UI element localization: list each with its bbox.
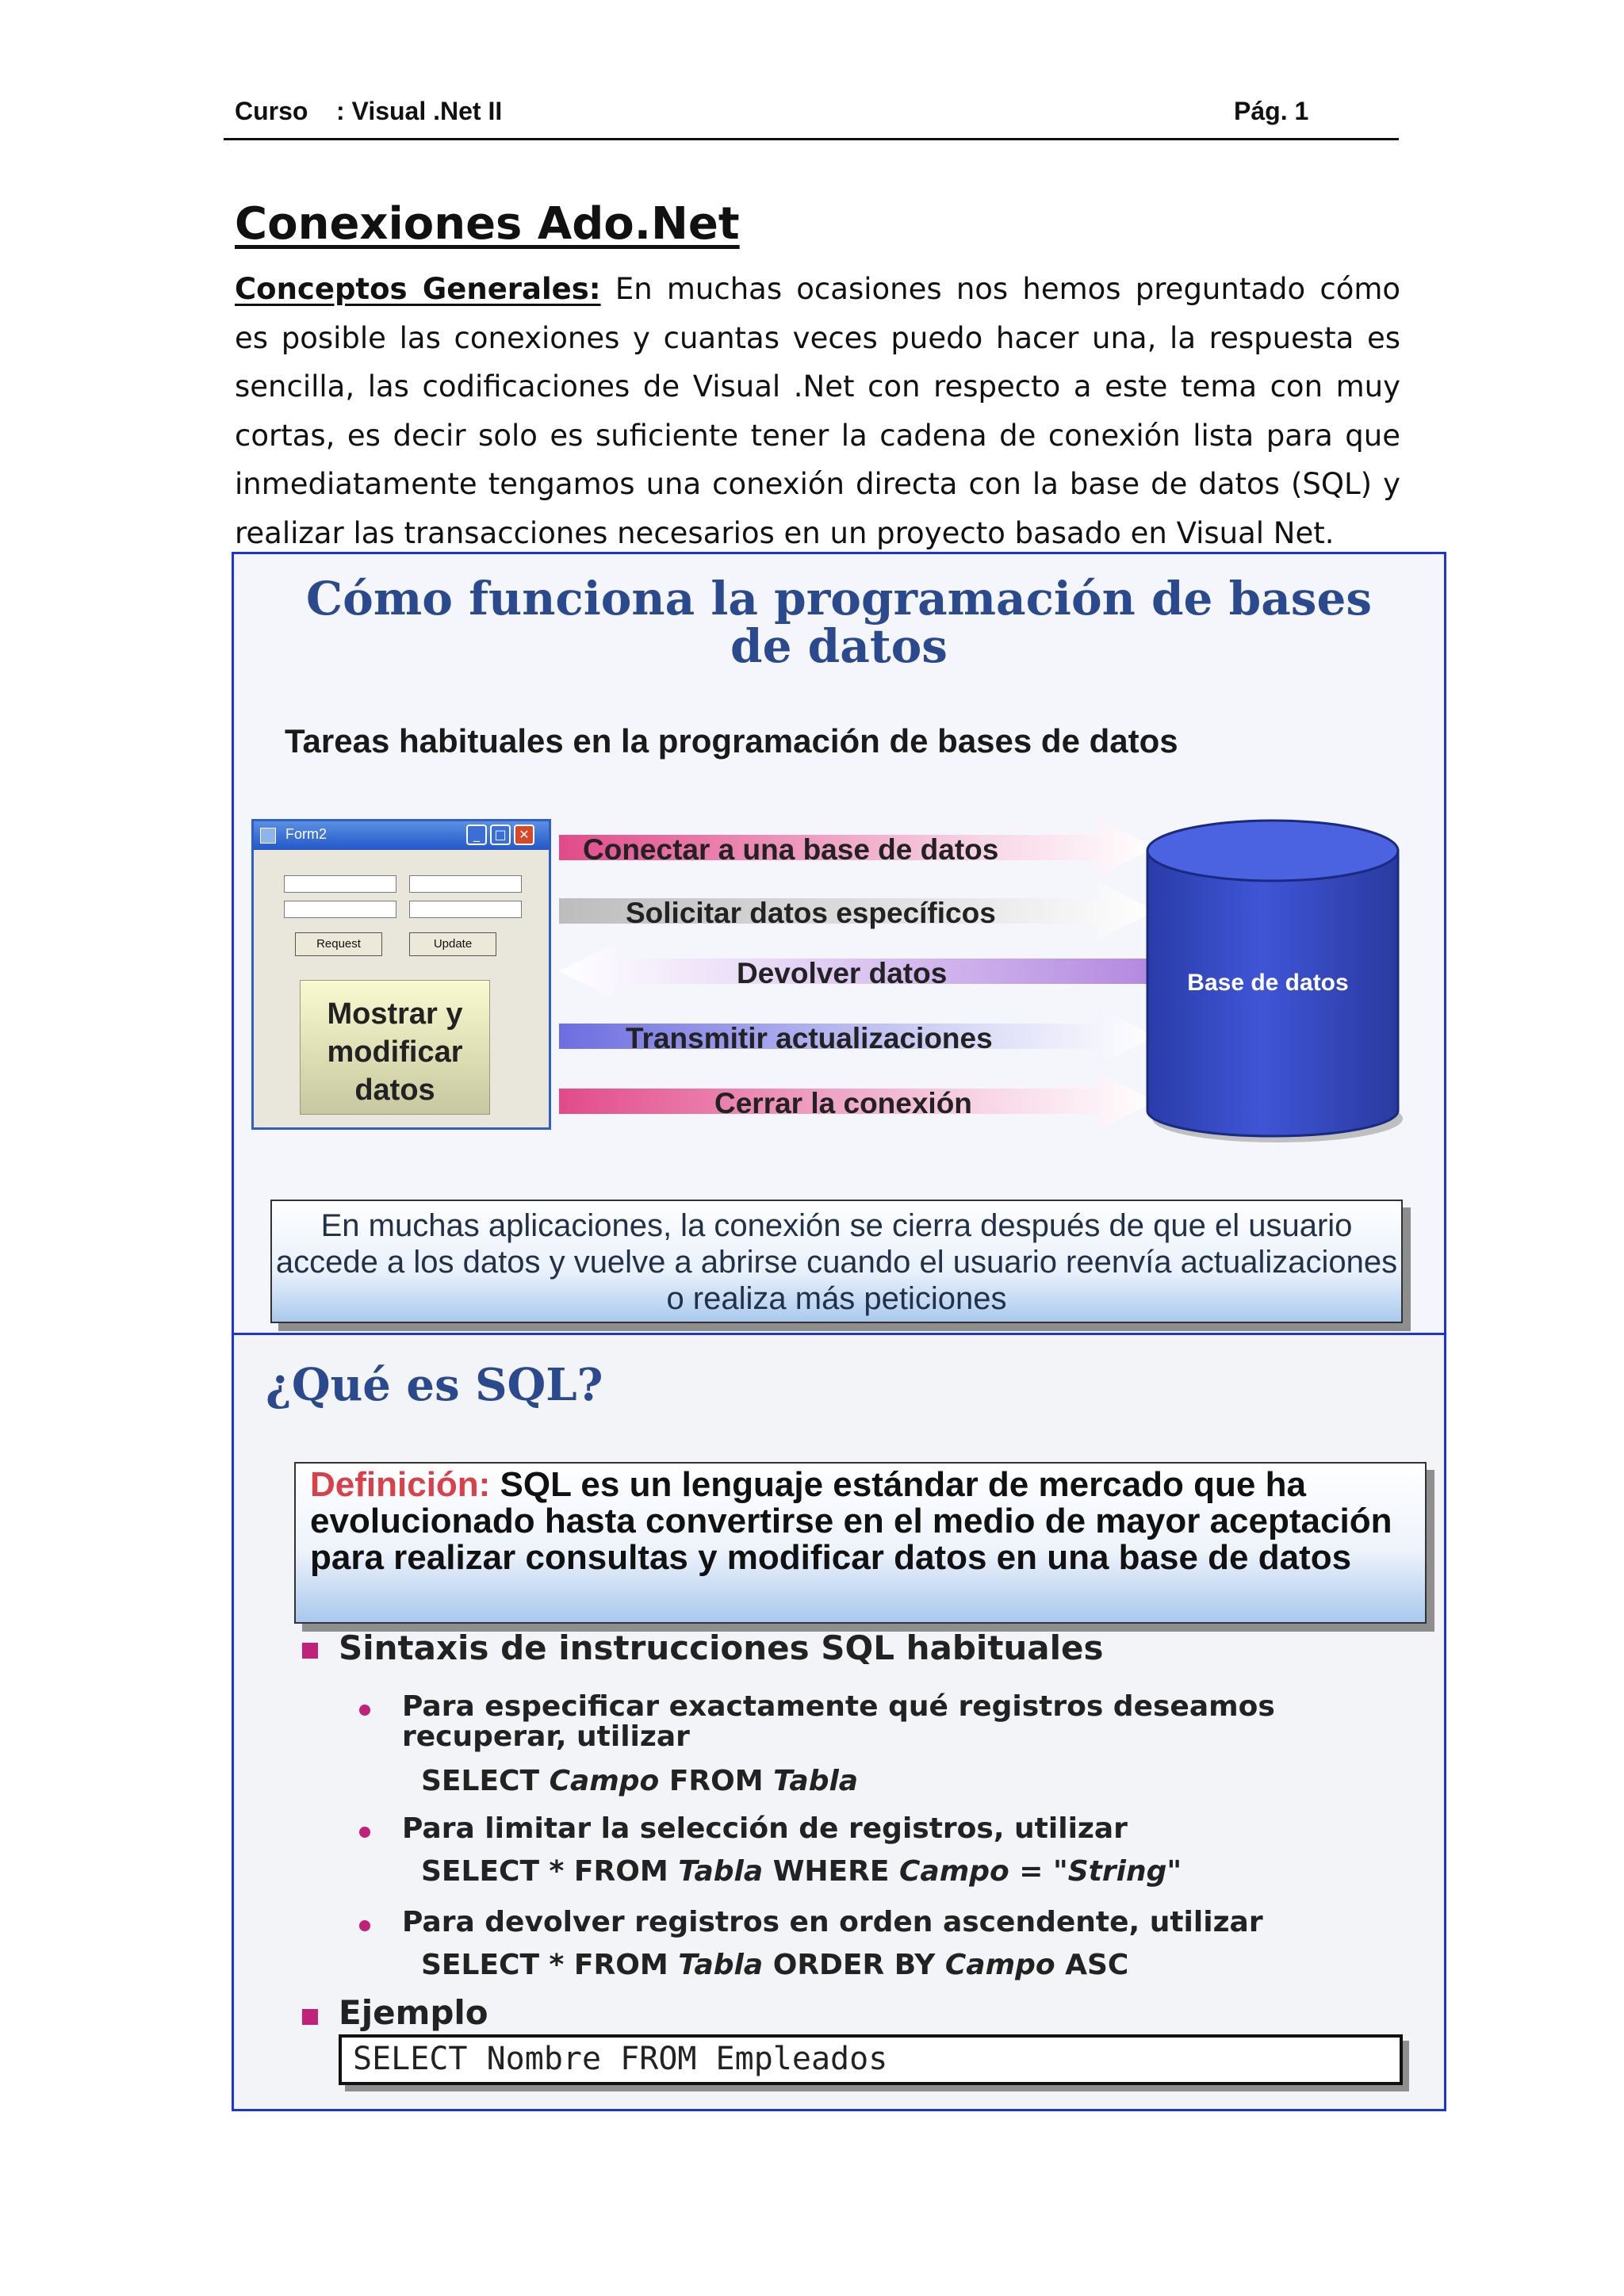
arrow-label-transmit: Transmitir actualizaciones <box>626 1022 993 1054</box>
square-bullet-icon <box>302 1643 318 1659</box>
syntax-item-code: SELECT * FROM Tabla WHERE Campo = "String" <box>421 1855 1182 1888</box>
round-bullet-icon <box>359 1705 370 1716</box>
form-textbox <box>409 875 522 893</box>
slide1-title-line1: Cómo funciona la programación de bases <box>306 572 1372 626</box>
form-textbox <box>284 875 396 893</box>
syntax-heading: Sintaxis de instrucciones SQL habituales <box>339 1628 1104 1667</box>
form-textbox <box>284 901 396 918</box>
slide1-title-line2: de datos <box>730 619 948 673</box>
definition-box <box>294 1462 1427 1624</box>
form-window-title: Form2 <box>285 826 327 842</box>
round-bullet-icon <box>359 1827 370 1838</box>
square-bullet-icon <box>302 2009 318 2025</box>
header-course-name: : Visual .Net II <box>336 97 503 125</box>
note-text: En muchas aplicaciones, la conexión se cierra después de que el usuario accede a los datos y vuelve a abrirse cuando el usuario reenvía actualizaciones o realiza más peticiones <box>275 1208 1398 1316</box>
syntax-item-code: SELECT * FROM Tabla ORDER BY Campo ASC <box>421 1949 1129 1981</box>
arrow-label-request: Solicitar datos específicos <box>626 897 996 929</box>
syntax-item-text: Para especificar exactamente qué registros deseamos recuperar, utilizar <box>402 1690 1275 1753</box>
database-label: Base de datos <box>1187 970 1349 996</box>
intro-text: En muchas ocasiones nos hemos preguntado cómo es posible las conexiones y cuantas veces puedo hacer una, la respuesta es sencilla, las codificaciones de Visual .Net con respecto a este tema con muy cortas, es decir solo es suficiente tener la cadena de conexión lista para que inmediatamente tengamos una conexión directa con la base de datos (SQL) y realizar las transacciones necesarios en un proyecto basado en Visual Net. <box>235 272 1401 550</box>
round-bullet-icon <box>359 1920 370 1931</box>
note-box <box>270 1200 1403 1323</box>
definition-text <box>310 1467 1412 1576</box>
intro-paragraph <box>235 265 1400 557</box>
form-app-icon <box>260 828 276 844</box>
syntax-item-code: SELECT Campo FROM Tabla <box>421 1765 859 1797</box>
maximize-icon: □ <box>490 825 511 845</box>
close-icon: ✕ <box>514 825 534 845</box>
document-title: Conexiones Ado.Net <box>235 198 740 250</box>
arrow-label-connect: Conectar a una base de datos <box>583 833 999 866</box>
header-page-number: Pág. 1 <box>1234 97 1309 125</box>
example-code-box <box>339 2034 1403 2085</box>
syntax-item-text: Para devolver registros en orden ascendente, utilizar <box>402 1906 1263 1938</box>
slide-database-programming <box>232 552 1446 1335</box>
example-heading: Ejemplo <box>339 1993 488 2032</box>
form-panel-label: Mostrar y modificar datos <box>327 997 463 1107</box>
form-window-illustration <box>251 819 551 1130</box>
intro-lead: Conceptos Generales: <box>235 272 601 306</box>
request-button: Request <box>295 932 382 956</box>
minimize-icon: _ <box>466 825 487 845</box>
syntax-item-text: Para limitar la selección de registros, utilizar <box>402 1812 1128 1845</box>
definition-body: SQL es un lenguaje estándar de mercado que ha evolucionado hasta convertirse en el medio de mayor aceptación para realizar consultas y modificar datos en una base de datos <box>310 1465 1392 1577</box>
definition-lead: Definición: <box>310 1465 491 1504</box>
arrow-label-close: Cerrar la conexión <box>714 1087 972 1119</box>
header-course-label: Curso <box>235 97 308 125</box>
example-code: SELECT Nombre FROM Empleados <box>353 2041 888 2077</box>
update-button: Update <box>409 932 496 956</box>
form-panel <box>300 980 490 1115</box>
arrow-label-return: Devolver datos <box>737 957 948 989</box>
slide1-subtitle: Tareas habituales en la programación de bases de datos <box>285 722 1178 760</box>
header-divider <box>224 138 1399 140</box>
slide2-title: ¿Qué es SQL? <box>266 1359 603 1411</box>
slide-what-is-sql <box>232 1333 1446 2111</box>
form-titlebar <box>254 821 549 850</box>
form-textbox <box>409 901 522 918</box>
